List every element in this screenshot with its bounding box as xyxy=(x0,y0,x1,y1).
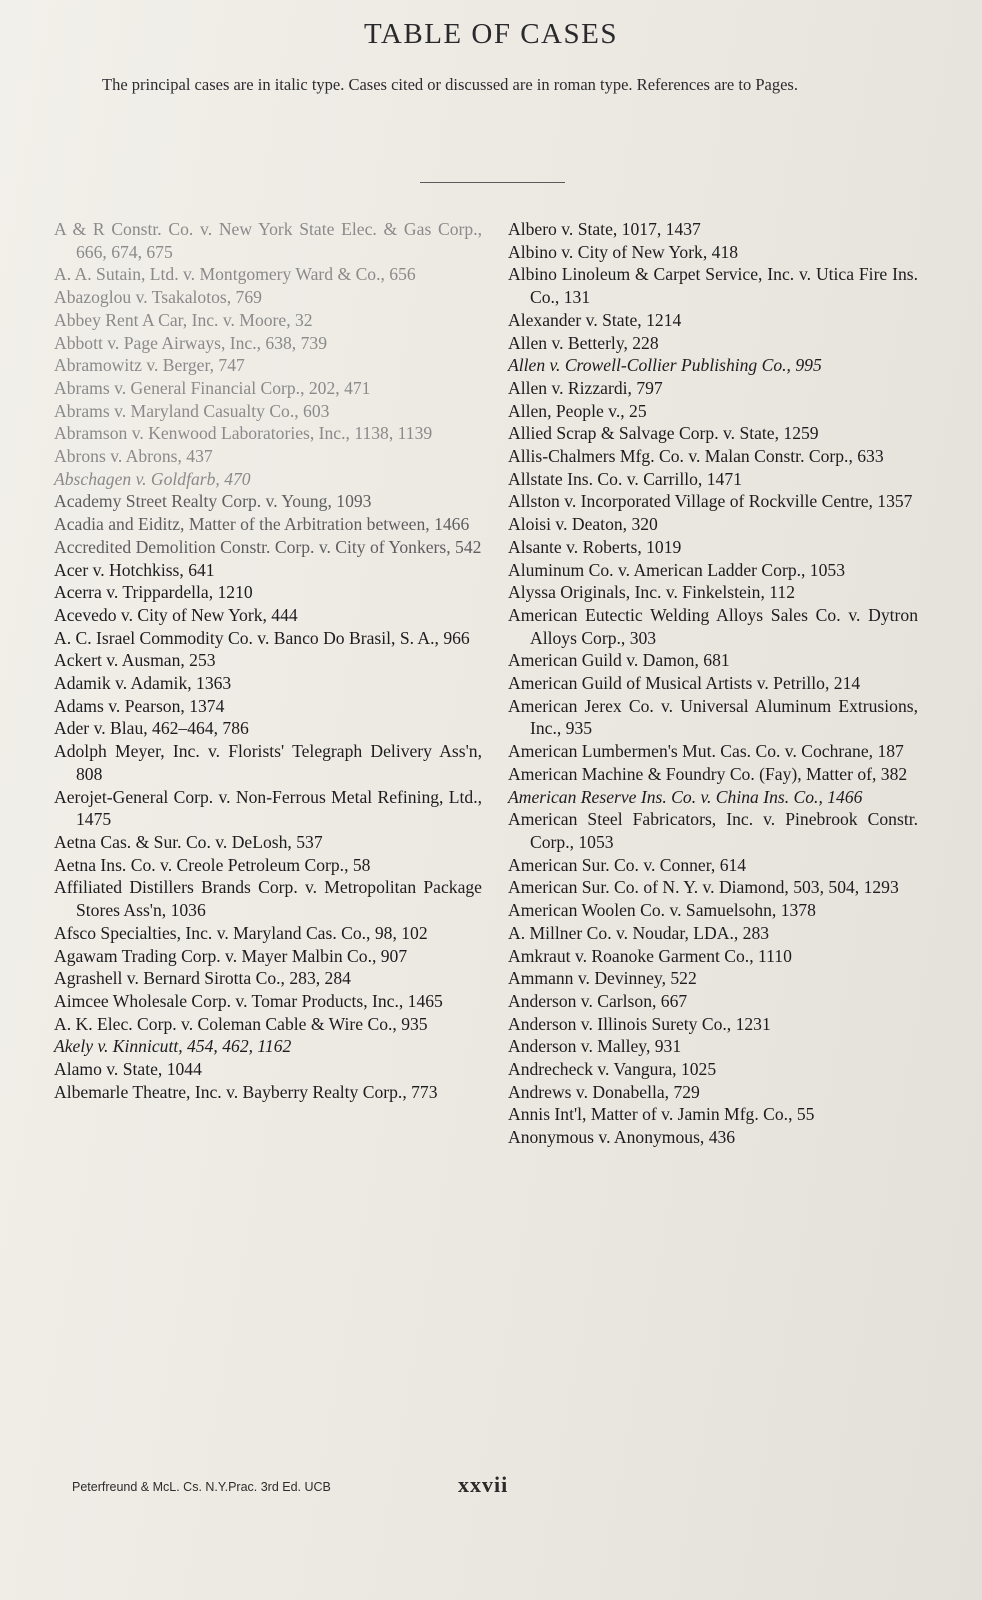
case-entry: Abramson v. Kenwood Laboratories, Inc., 1138, 1139 xyxy=(54,423,433,444)
case-entry: Ader v. Blau, 462–464, 786 xyxy=(54,718,249,739)
right-case-column xyxy=(508,218,918,1149)
page-title: TABLE OF CASES xyxy=(364,18,618,50)
case-entry: American Sur. Co. of N. Y. v. Diamond, 503, 504, 1293 xyxy=(508,877,899,898)
case-entry: Allen, People v., 25 xyxy=(508,400,647,421)
case-entry: Aetna Cas. & Sur. Co. v. DeLosh, 537 xyxy=(54,831,323,852)
left-case-column xyxy=(54,218,482,1103)
case-entry: Andrews v. Donabella, 729 xyxy=(508,1081,700,1102)
case-entry: Acevedo v. City of New York, 444 xyxy=(54,604,298,625)
case-entry: Abbey Rent A Car, Inc. v. Moore, 32 xyxy=(54,309,313,330)
page-number: xxvii xyxy=(458,1472,509,1497)
case-entry: Albero v. State, 1017, 1437 xyxy=(508,219,701,239)
case-entry: Amkraut v. Roanoke Garment Co., 1110 xyxy=(508,945,792,966)
case-entry: Aluminum Co. v. American Ladder Corp., 1053 xyxy=(508,559,845,580)
case-entry: Alamo v. State, 1044 xyxy=(54,1059,202,1080)
case-entry: Allstate Ins. Co. v. Carrillo, 1471 xyxy=(508,468,742,489)
case-entry: Afsco Specialties, Inc. v. Maryland Cas. Co., 98, 102 xyxy=(54,922,428,943)
case-entry: Albino v. City of New York, 418 xyxy=(508,241,739,262)
case-entry: Acadia and Eiditz, Matter of the Arbitration between, 1466 xyxy=(54,514,470,535)
case-entry: Abrons v. Abrons, 437 xyxy=(54,446,213,467)
case-entry: American Woolen Co. v. Samuelsohn, 1378 xyxy=(508,900,816,921)
case-entry: Allston v. Incorporated Village of Rockville Centre, 1357 xyxy=(508,491,913,512)
case-entry: Alsante v. Roberts, 1019 xyxy=(508,536,682,557)
case-entry: Albino Linoleum & Carpet Service, Inc. v. Utica Fire Ins. Co., 131 xyxy=(508,264,918,308)
case-entry: Abazoglou v. Tsakalotos, 769 xyxy=(54,287,262,308)
case-entry: A. A. Sutain, Ltd. v. Montgomery Ward & Co., 656 xyxy=(54,264,416,285)
case-entry: Aerojet-General Corp. v. Non-Ferrous Metal Refining, Ltd., 1475 xyxy=(54,786,482,830)
source-note: Peterfreund & McL. Cs. N.Y.Prac. 3rd Ed. UCB xyxy=(72,1480,331,1494)
case-entry: Anonymous v. Anonymous, 436 xyxy=(508,1127,736,1148)
case-entry: Andrecheck v. Vangura, 1025 xyxy=(508,1059,717,1080)
case-entry: Adams v. Pearson, 1374 xyxy=(54,695,225,716)
case-entry: American Guild v. Damon, 681 xyxy=(508,650,730,671)
case-entry: Anderson v. Malley, 931 xyxy=(508,1036,682,1057)
case-entry: Acerra v. Trippardella, 1210 xyxy=(54,582,253,603)
intro-paragraph: The principal cases are in italic type. Cases cited or discussed are in roman type. References are to Pages. xyxy=(102,75,798,94)
case-entry: Ackert v. Ausman, 253 xyxy=(54,650,216,671)
case-entry: Acer v. Hotchkiss, 641 xyxy=(54,559,215,580)
case-entry: Allen v. Crowell-Collier Publishing Co., 995 xyxy=(508,355,822,376)
case-entry: Affiliated Distillers Brands Corp. v. Metropolitan Package Stores Ass'n, 1036 xyxy=(54,877,482,921)
case-entry: Abbott v. Page Airways, Inc., 638, 739 xyxy=(54,332,327,353)
case-entry: Aimcee Wholesale Corp. v. Tomar Products, Inc., 1465 xyxy=(54,990,443,1011)
case-entry: American Eutectic Welding Alloys Sales Co. v. Dytron Alloys Corp., 303 xyxy=(508,604,918,648)
case-entry: Allen v. Betterly, 228 xyxy=(508,332,659,353)
case-entry: Adamik v. Adamik, 1363 xyxy=(54,673,232,694)
case-entry: A. C. Israel Commodity Co. v. Banco Do Brasil, S. A., 966 xyxy=(54,627,470,648)
case-entry: Aloisi v. Deaton, 320 xyxy=(508,514,658,535)
case-entry: Akely v. Kinnicutt, 454, 462, 1162 xyxy=(54,1036,292,1057)
case-entry: Alyssa Originals, Inc. v. Finkelstein, 112 xyxy=(508,582,796,603)
case-entry: American Guild of Musical Artists v. Petrillo, 214 xyxy=(508,673,861,694)
case-entry: A. K. Elec. Corp. v. Coleman Cable & Wire Co., 935 xyxy=(54,1013,428,1034)
case-entry: Abrams v. Maryland Casualty Co., 603 xyxy=(54,400,330,421)
case-entry: Allen v. Rizzardi, 797 xyxy=(508,377,663,398)
case-entry: Annis Int'l, Matter of v. Jamin Mfg. Co., 55 xyxy=(508,1104,815,1125)
case-entry: Abschagen v. Goldfarb, 470 xyxy=(54,468,251,489)
case-entry: A. Millner Co. v. Noudar, LDA., 283 xyxy=(508,922,770,943)
case-entry: Agrashell v. Bernard Sirotta Co., 283, 284 xyxy=(54,968,351,989)
case-entry: Aetna Ins. Co. v. Creole Petroleum Corp., 58 xyxy=(54,854,371,875)
case-entry: Academy Street Realty Corp. v. Young, 1093 xyxy=(54,491,372,512)
case-entry: American Reserve Ins. Co. v. China Ins. Co., 1466 xyxy=(508,786,863,807)
case-entry: American Sur. Co. v. Conner, 614 xyxy=(508,854,747,875)
case-entry: American Jerex Co. v. Universal Aluminum Extrusions, Inc., 935 xyxy=(508,695,918,739)
case-entry: Ammann v. Devinney, 522 xyxy=(508,968,697,989)
case-entry: Agawam Trading Corp. v. Mayer Malbin Co., 907 xyxy=(54,945,408,966)
case-entry: Alexander v. State, 1214 xyxy=(508,309,682,330)
case-entry: Adolph Meyer, Inc. v. Florists' Telegraph Delivery Ass'n, 808 xyxy=(54,741,482,784)
case-entry: American Lumbermen's Mut. Cas. Co. v. Cochrane, 187 xyxy=(508,741,904,762)
case-entry: Albemarle Theatre, Inc. v. Bayberry Realty Corp., 773 xyxy=(54,1081,438,1102)
case-entry: Abrams v. General Financial Corp., 202, 471 xyxy=(54,377,371,398)
section-divider xyxy=(420,182,565,183)
case-entry: American Machine & Foundry Co. (Fay), Matter of, 382 xyxy=(508,763,908,784)
case-entry: American Steel Fabricators, Inc. v. Pinebrook Constr. Corp., 1053 xyxy=(508,809,918,852)
case-entry: Anderson v. Carlson, 667 xyxy=(508,990,688,1011)
case-entry: Allied Scrap & Salvage Corp. v. State, 1259 xyxy=(508,423,819,444)
case-entry: Allis-Chalmers Mfg. Co. v. Malan Constr. Corp., 633 xyxy=(508,446,884,467)
case-entry: Accredited Demolition Constr. Corp. v. City of Yonkers, 542 xyxy=(54,536,482,557)
case-entry: Abramowitz v. Berger, 747 xyxy=(54,355,245,376)
case-entry: A & R Constr. Co. v. New York State Elec. & Gas Corp., 666, 674, 675 xyxy=(54,219,482,262)
case-entry: Anderson v. Illinois Surety Co., 1231 xyxy=(508,1013,771,1034)
